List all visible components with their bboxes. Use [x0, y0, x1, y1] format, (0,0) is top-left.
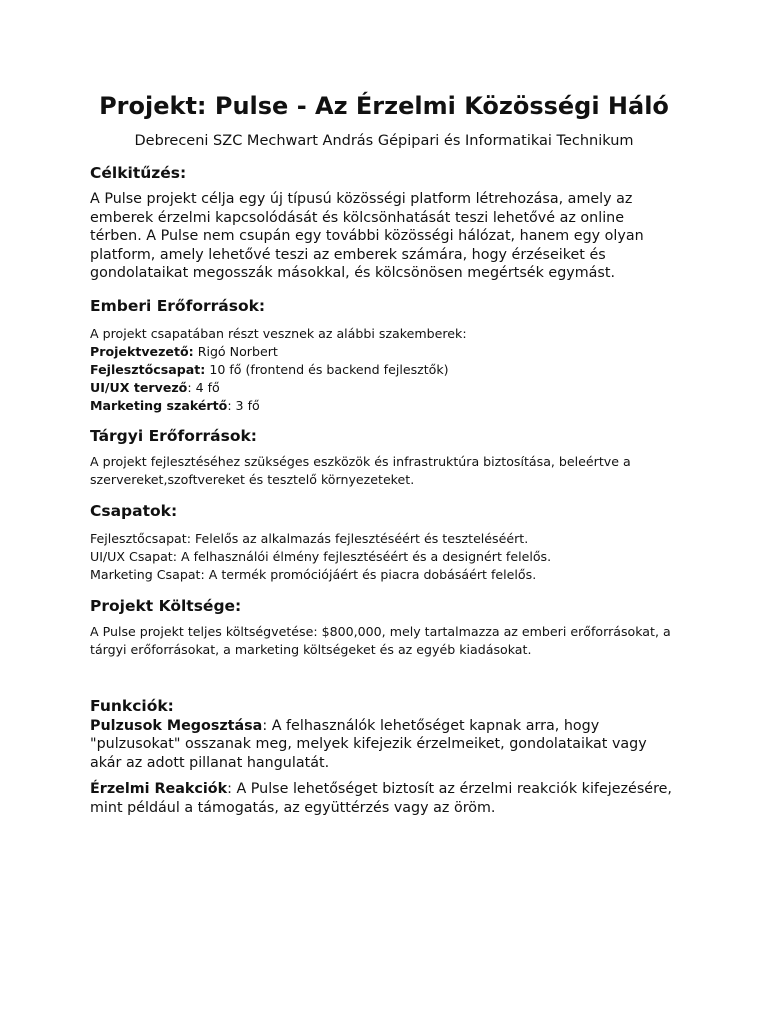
resource-label: UI/UX tervező: [90, 379, 188, 395]
resource-item-dev-team: [90, 361, 678, 379]
section-heading-cost: Projekt Költsége:: [90, 596, 242, 615]
resource-value: : 3 fő: [227, 397, 260, 413]
material-resources-paragraph: A projekt fejlesztéséhez szükséges eszközök és infrastruktúra biztosítása, beleértve a szervereket,szoftvereket és tesztelő környezeteket.: [90, 453, 631, 487]
feature-description: : A felhasználók lehetőséget kapnak arra, hogy "pulzusokat" osszanak meg, melyek kifejezik érzelmeiket, gondolataikat vagy akár az adott pillanat hangulatát.: [90, 717, 647, 771]
human-resources-intro: A projekt csapatában részt vesznek az alábbi szakemberek:: [90, 325, 467, 341]
resource-item-uiux: [90, 379, 678, 397]
resource-value: 10 fő (frontend és backend fejlesztők): [205, 361, 449, 377]
section-heading-teams: Csapatok:: [90, 501, 178, 520]
feature-item-pulse-sharing: [90, 717, 678, 773]
feature-description: : A Pulse lehetőséget biztosít az érzelmi reakciók kifejezésére, mint például a támogatás, az együttérzés vagy az öröm.: [90, 781, 672, 816]
section-heading-goal: Célkitűzés:: [90, 164, 187, 182]
goal-paragraph: A Pulse projekt célja egy új típusú közösségi platform létrehozása, amely az emberek érzelmi kapcsolódását és kölcsönhatását teszi lehetővé az online térben. A Pulse nem csupán egy további közösségi hálózat, hanem egy olyan platform, amely lehetővé teszi az emberek számára, hogy érzéseiket és gondolataikat megosszák másokkal, és kölcsönösen megértsék egymást.: [90, 191, 644, 281]
resource-value: : 4 fő: [187, 379, 220, 395]
feature-label: Érzelmi Reakciók: [90, 781, 228, 797]
section-heading-human-resources: Emberi Erőforrások:: [90, 296, 266, 315]
cost-paragraph: A Pulse projekt teljes költségvetése: $800,000, mely tartalmazza az emberi erőforrásokat, a tárgyi erőforrásokat, a marketing költségeket és az egyéb kiadásokat.: [90, 623, 671, 657]
resource-value: Rigó Norbert: [193, 343, 278, 359]
section-heading-features: Funkciók:: [90, 696, 174, 715]
resource-label: Marketing szakértő: [90, 397, 228, 413]
resource-label: Fejlesztőcsapat:: [90, 361, 206, 377]
document-title: Projekt: Pulse - Az Érzelmi Közösségi Háló: [99, 92, 669, 120]
feature-item-emotional-reactions: [90, 780, 678, 817]
resource-label: Projektvezető:: [90, 343, 194, 359]
team-item-marketing: Marketing Csapat: A termék promóciójáért és piacra dobásáért felelős.: [90, 566, 537, 582]
feature-label: Pulzusok Megosztása: [90, 717, 263, 734]
team-item-uiux: UI/UX Csapat: A felhasználói élmény fejlesztéséért és a designért felelős.: [90, 548, 552, 564]
resource-item-project-lead: [90, 343, 678, 361]
resource-item-marketing: [90, 397, 678, 415]
team-item-dev: Fejlesztőcsapat: Felelős az alkalmazás fejlesztéséért és teszteléséért.: [90, 530, 529, 546]
document-subtitle: Debreceni SZC Mechwart András Gépipari és Informatikai Technikum: [134, 133, 634, 149]
section-heading-material-resources: Tárgyi Erőforrások:: [90, 426, 257, 445]
